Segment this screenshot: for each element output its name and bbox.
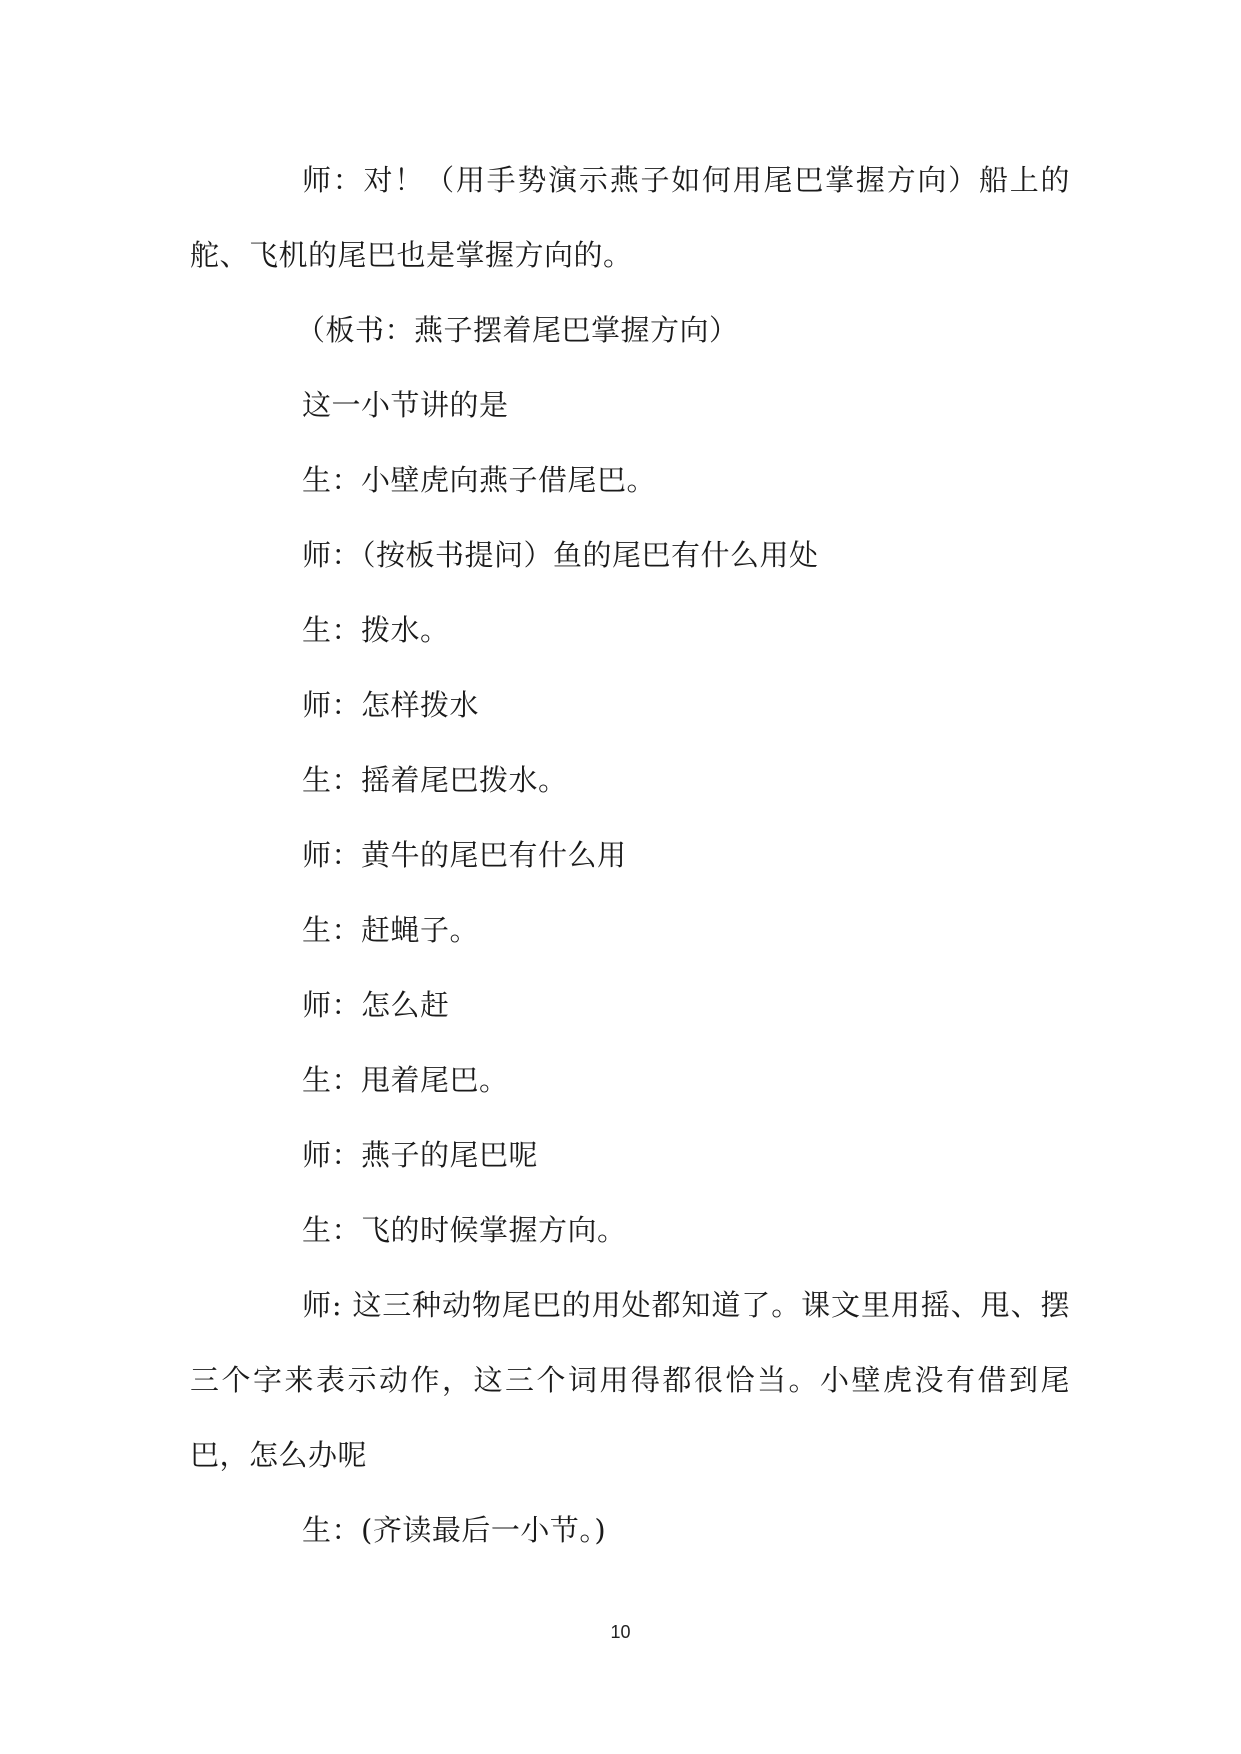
paragraph-7: 师：怎样拨水 [302, 688, 480, 722]
paragraph-3: 这一小节讲的是 [302, 388, 509, 422]
paragraph-9: 师：黄牛的尾巴有什么用 [302, 838, 627, 872]
paragraph-5: 师：（按板书提问）鱼的尾巴有什么用处 [302, 538, 819, 572]
paragraph-2: （板书：燕子摆着尾巴掌握方向） [296, 313, 739, 347]
paragraph-13: 师：燕子的尾巴呢 [302, 1138, 539, 1172]
paragraph-12: 生：甩着尾巴。 [302, 1063, 509, 1097]
paragraph-14: 生：飞的时候掌握方向。 [302, 1213, 627, 1247]
paragraph-15: 师: 这三种动物尾巴的用处都知道了。课文里用摇、甩、摆三个字来表示动作，这三个词用得都很恰当。小壁虎没有借到尾巴，怎么办呢 [190, 1288, 1070, 1472]
paragraph-8: 生：摇着尾巴拨水。 [302, 763, 568, 797]
paragraph-1: 师：对！（用手势演示燕子如何用尾巴掌握方向）船上的舵、飞机的尾巴也是掌握方向的。 [190, 163, 1070, 272]
page-number: 10 [610, 1622, 631, 1642]
paragraph-4: 生：小壁虎向燕子借尾巴。 [302, 463, 657, 497]
paragraph-16: 生：(齐读最后一小节。) [302, 1513, 607, 1547]
document-body [190, 143, 1070, 1568]
paragraph-11: 师：怎么赶 [302, 988, 450, 1022]
paragraph-6: 生：拨水。 [302, 613, 450, 647]
paragraph-10: 生：赶蝇子。 [302, 913, 480, 947]
